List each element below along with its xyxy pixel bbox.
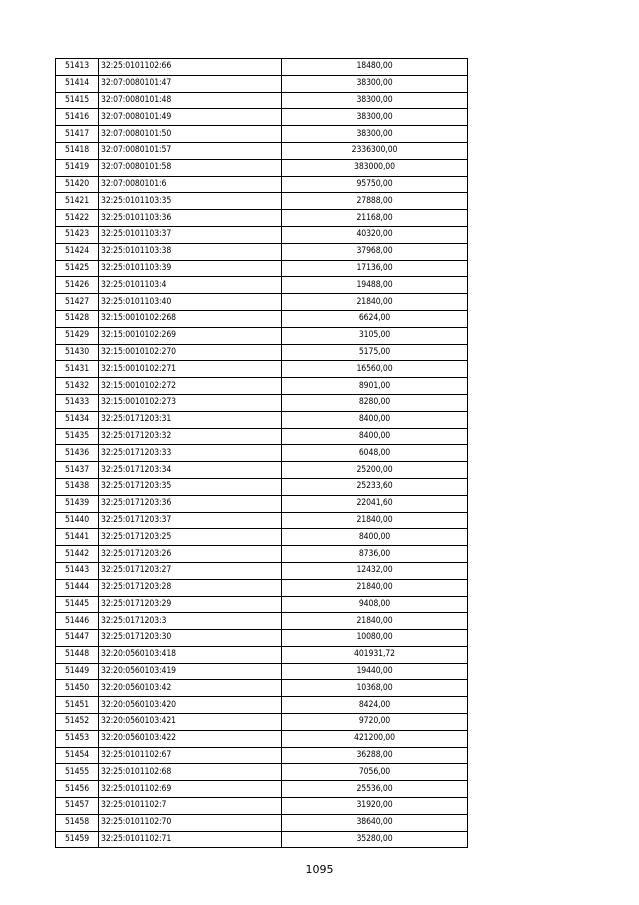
table-row [56, 596, 468, 613]
row-number-cell: 51453 [56, 730, 99, 747]
row-number-cell: 51456 [56, 781, 99, 798]
value-cell: 8901,00 [282, 378, 468, 395]
row-number-cell: 51458 [56, 814, 99, 831]
table-row [56, 462, 468, 479]
cadastral-number-cell: 32:25:0171203:3 [99, 613, 282, 630]
value-cell: 21168,00 [282, 210, 468, 227]
cadastral-number-cell: 32:15:0010102:271 [99, 361, 282, 378]
row-number-cell: 51454 [56, 747, 99, 764]
table-row [56, 176, 468, 193]
cadastral-number-cell: 32:15:0010102:270 [99, 344, 282, 361]
table-row [56, 327, 468, 344]
cadastral-number-cell: 32:20:0560103:42 [99, 680, 282, 697]
value-cell: 6624,00 [282, 310, 468, 327]
cadastral-number-cell: 32:25:0171203:30 [99, 630, 282, 647]
table-row [56, 260, 468, 277]
value-cell: 17136,00 [282, 260, 468, 277]
table-row [56, 747, 468, 764]
row-number-cell: 51416 [56, 109, 99, 126]
data-table-body [56, 59, 468, 848]
cadastral-number-cell: 32:25:0101103:36 [99, 210, 282, 227]
value-cell: 383000,00 [282, 159, 468, 176]
table-row [56, 59, 468, 76]
row-number-cell: 51431 [56, 361, 99, 378]
table-row [56, 697, 468, 714]
cadastral-number-cell: 32:15:0010102:269 [99, 327, 282, 344]
table-row [56, 344, 468, 361]
row-number-cell: 51424 [56, 243, 99, 260]
table-row [56, 831, 468, 848]
value-cell: 19440,00 [282, 663, 468, 680]
value-cell: 2336300,00 [282, 142, 468, 159]
table-row [56, 193, 468, 210]
row-number-cell: 51449 [56, 663, 99, 680]
table-row [56, 243, 468, 260]
table-row [56, 361, 468, 378]
cadastral-number-cell: 32:25:0101102:69 [99, 781, 282, 798]
value-cell: 35280,00 [282, 831, 468, 848]
value-cell: 22041,60 [282, 495, 468, 512]
cadastral-number-cell: 32:25:0101103:40 [99, 294, 282, 311]
row-number-cell: 51420 [56, 176, 99, 193]
table-row [56, 310, 468, 327]
cadastral-number-cell: 32:20:0560103:419 [99, 663, 282, 680]
row-number-cell: 51437 [56, 462, 99, 479]
cadastral-number-cell: 32:25:0101102:7 [99, 798, 282, 815]
cadastral-number-cell: 32:15:0010102:268 [99, 310, 282, 327]
value-cell: 8280,00 [282, 394, 468, 411]
row-number-cell: 51422 [56, 210, 99, 227]
value-cell: 27888,00 [282, 193, 468, 210]
row-number-cell: 51436 [56, 445, 99, 462]
row-number-cell: 51419 [56, 159, 99, 176]
row-number-cell: 51443 [56, 562, 99, 579]
row-number-cell: 51459 [56, 831, 99, 848]
cadastral-number-cell: 32:15:0010102:272 [99, 378, 282, 395]
table-row [56, 378, 468, 395]
cadastral-number-cell: 32:25:0171203:36 [99, 495, 282, 512]
cadastral-number-cell: 32:25:0101102:66 [99, 59, 282, 76]
table-row [56, 411, 468, 428]
row-number-cell: 51438 [56, 478, 99, 495]
table-row [56, 798, 468, 815]
value-cell: 10080,00 [282, 630, 468, 647]
cadastral-number-cell: 32:25:0101102:68 [99, 764, 282, 781]
value-cell: 21840,00 [282, 512, 468, 529]
cadastral-number-cell: 32:25:0101103:38 [99, 243, 282, 260]
cadastral-number-cell: 32:07:0080101:57 [99, 142, 282, 159]
table-row [56, 445, 468, 462]
row-number-cell: 51418 [56, 142, 99, 159]
value-cell: 38300,00 [282, 109, 468, 126]
cadastral-number-cell: 32:07:0080101:49 [99, 109, 282, 126]
row-number-cell: 51439 [56, 495, 99, 512]
row-number-cell: 51421 [56, 193, 99, 210]
table-row [56, 428, 468, 445]
value-cell: 5175,00 [282, 344, 468, 361]
table-row [56, 294, 468, 311]
row-number-cell: 51435 [56, 428, 99, 445]
cadastral-number-cell: 32:20:0560103:422 [99, 730, 282, 747]
row-number-cell: 51415 [56, 92, 99, 109]
row-number-cell: 51414 [56, 75, 99, 92]
value-cell: 8400,00 [282, 428, 468, 445]
value-cell: 3105,00 [282, 327, 468, 344]
table-row [56, 613, 468, 630]
table-row [56, 92, 468, 109]
row-number-cell: 51446 [56, 613, 99, 630]
value-cell: 21840,00 [282, 294, 468, 311]
row-number-cell: 51457 [56, 798, 99, 815]
row-number-cell: 51432 [56, 378, 99, 395]
table-row [56, 781, 468, 798]
cadastral-number-cell: 32:25:0101102:71 [99, 831, 282, 848]
cadastral-number-cell: 32:25:0171203:31 [99, 411, 282, 428]
cadastral-number-cell: 32:25:0171203:27 [99, 562, 282, 579]
cadastral-number-cell: 32:25:0171203:29 [99, 596, 282, 613]
value-cell: 21840,00 [282, 579, 468, 596]
value-cell: 25536,00 [282, 781, 468, 798]
value-cell: 21840,00 [282, 613, 468, 630]
row-number-cell: 51429 [56, 327, 99, 344]
cadastral-number-cell: 32:25:0171203:35 [99, 478, 282, 495]
table-row [56, 109, 468, 126]
data-table [55, 58, 468, 848]
value-cell: 421200,00 [282, 730, 468, 747]
value-cell: 37968,00 [282, 243, 468, 260]
cadastral-number-cell: 32:25:0101103:35 [99, 193, 282, 210]
data-table-container [55, 58, 468, 848]
value-cell: 40320,00 [282, 226, 468, 243]
row-number-cell: 51413 [56, 59, 99, 76]
table-row [56, 75, 468, 92]
table-row [56, 562, 468, 579]
table-row [56, 478, 468, 495]
table-row [56, 277, 468, 294]
table-row [56, 680, 468, 697]
table-row [56, 210, 468, 227]
row-number-cell: 51426 [56, 277, 99, 294]
table-row [56, 126, 468, 143]
value-cell: 16560,00 [282, 361, 468, 378]
cadastral-number-cell: 32:07:0080101:47 [99, 75, 282, 92]
value-cell: 38640,00 [282, 814, 468, 831]
cadastral-number-cell: 32:20:0560103:420 [99, 697, 282, 714]
cadastral-number-cell: 32:25:0171203:32 [99, 428, 282, 445]
table-row [56, 646, 468, 663]
table-row [56, 512, 468, 529]
value-cell: 25200,00 [282, 462, 468, 479]
cadastral-number-cell: 32:15:0010102:273 [99, 394, 282, 411]
table-row [56, 764, 468, 781]
value-cell: 8424,00 [282, 697, 468, 714]
row-number-cell: 51427 [56, 294, 99, 311]
row-number-cell: 51451 [56, 697, 99, 714]
value-cell: 7056,00 [282, 764, 468, 781]
value-cell: 401931,72 [282, 646, 468, 663]
value-cell: 38300,00 [282, 75, 468, 92]
cadastral-number-cell: 32:25:0171203:28 [99, 579, 282, 596]
table-row [56, 814, 468, 831]
cadastral-number-cell: 32:25:0171203:37 [99, 512, 282, 529]
row-number-cell: 51434 [56, 411, 99, 428]
table-row [56, 714, 468, 731]
table-row [56, 663, 468, 680]
row-number-cell: 51447 [56, 630, 99, 647]
value-cell: 36288,00 [282, 747, 468, 764]
value-cell: 95750,00 [282, 176, 468, 193]
cadastral-number-cell: 32:25:0171203:25 [99, 529, 282, 546]
table-row [56, 159, 468, 176]
value-cell: 8400,00 [282, 529, 468, 546]
row-number-cell: 51428 [56, 310, 99, 327]
cadastral-number-cell: 32:25:0101103:39 [99, 260, 282, 277]
cadastral-number-cell: 32:07:0080101:50 [99, 126, 282, 143]
value-cell: 8736,00 [282, 546, 468, 563]
table-row [56, 546, 468, 563]
table-row [56, 142, 468, 159]
row-number-cell: 51441 [56, 529, 99, 546]
row-number-cell: 51425 [56, 260, 99, 277]
row-number-cell: 51448 [56, 646, 99, 663]
row-number-cell: 51440 [56, 512, 99, 529]
table-row [56, 730, 468, 747]
row-number-cell: 51444 [56, 579, 99, 596]
table-row [56, 630, 468, 647]
cadastral-number-cell: 32:20:0560103:418 [99, 646, 282, 663]
table-row [56, 495, 468, 512]
cadastral-number-cell: 32:20:0560103:421 [99, 714, 282, 731]
row-number-cell: 51442 [56, 546, 99, 563]
row-number-cell: 51450 [56, 680, 99, 697]
page-number: 1095 [305, 863, 334, 876]
value-cell: 8400,00 [282, 411, 468, 428]
value-cell: 25233,60 [282, 478, 468, 495]
value-cell: 18480,00 [282, 59, 468, 76]
cadastral-number-cell: 32:25:0171203:34 [99, 462, 282, 479]
value-cell: 38300,00 [282, 92, 468, 109]
row-number-cell: 51452 [56, 714, 99, 731]
value-cell: 9408,00 [282, 596, 468, 613]
row-number-cell: 51417 [56, 126, 99, 143]
row-number-cell: 51445 [56, 596, 99, 613]
table-row [56, 579, 468, 596]
cadastral-number-cell: 32:25:0101103:37 [99, 226, 282, 243]
value-cell: 19488,00 [282, 277, 468, 294]
value-cell: 12432,00 [282, 562, 468, 579]
cadastral-number-cell: 32:07:0080101:6 [99, 176, 282, 193]
cadastral-number-cell: 32:25:0101103:4 [99, 277, 282, 294]
row-number-cell: 51423 [56, 226, 99, 243]
cadastral-number-cell: 32:07:0080101:48 [99, 92, 282, 109]
cadastral-number-cell: 32:25:0171203:26 [99, 546, 282, 563]
value-cell: 31920,00 [282, 798, 468, 815]
table-row [56, 529, 468, 546]
cadastral-number-cell: 32:25:0171203:33 [99, 445, 282, 462]
row-number-cell: 51455 [56, 764, 99, 781]
value-cell: 6048,00 [282, 445, 468, 462]
value-cell: 38300,00 [282, 126, 468, 143]
value-cell: 10368,00 [282, 680, 468, 697]
cadastral-number-cell: 32:07:0080101:58 [99, 159, 282, 176]
cadastral-number-cell: 32:25:0101102:67 [99, 747, 282, 764]
value-cell: 9720,00 [282, 714, 468, 731]
row-number-cell: 51430 [56, 344, 99, 361]
table-row [56, 394, 468, 411]
cadastral-number-cell: 32:25:0101102:70 [99, 814, 282, 831]
table-row [56, 226, 468, 243]
row-number-cell: 51433 [56, 394, 99, 411]
